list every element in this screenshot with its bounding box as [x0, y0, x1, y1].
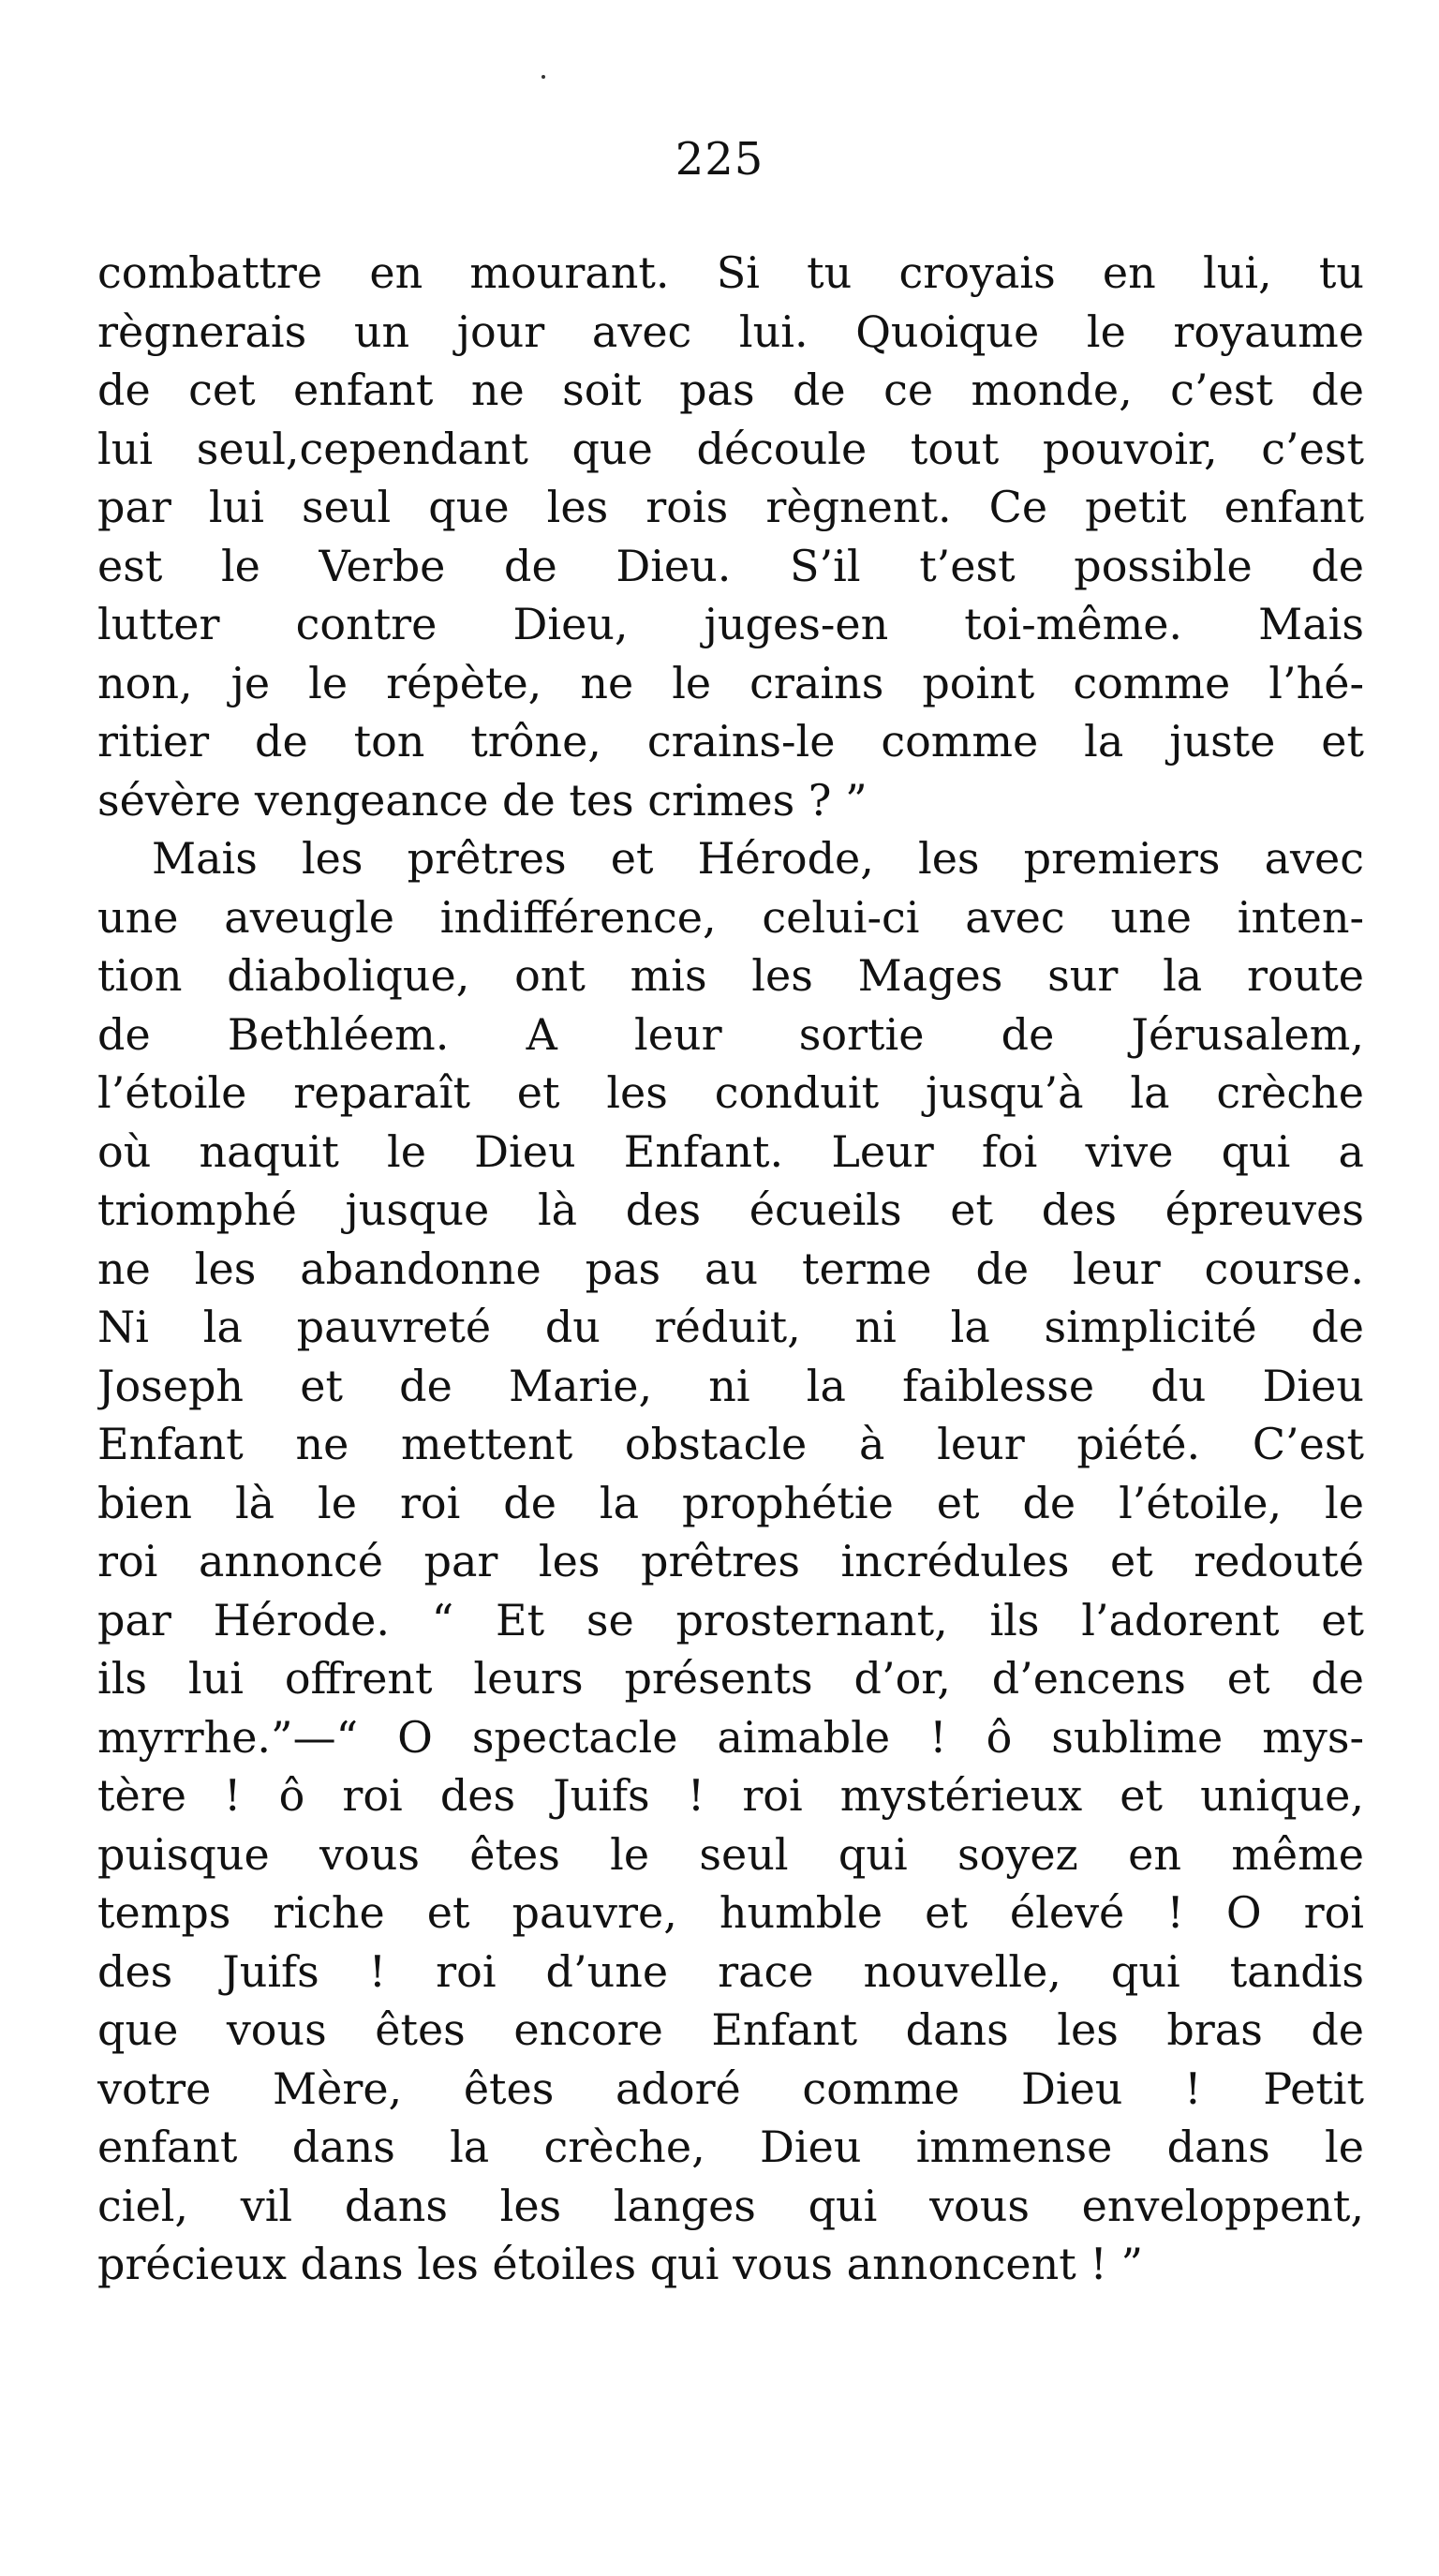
- text-line: règnerais un jour avec lui. Quoique le royaume: [97, 305, 1364, 357]
- text-line: ritier de ton trône, crains-le comme la juste et: [97, 716, 1364, 767]
- text-line: combattre en mourant. Si tu croyais en lui, tu: [97, 247, 1364, 298]
- text-line: de cet enfant ne soit pas de ce monde, c’est de: [97, 365, 1364, 415]
- text-line: où naquit le Dieu Enfant. Leur foi vive qui a: [97, 1125, 1364, 1177]
- text-line: puisque vous êtes le seul qui soyez en même: [97, 1828, 1364, 1880]
- text-line: sévère vengeance de tes crimes ? ”: [97, 774, 868, 826]
- text-line: par Hérode. “ Et se prosternant, ils l’adorent et: [97, 1594, 1364, 1645]
- text-line: de Bethléem. A leur sortie de Jérusalem,: [97, 1008, 1364, 1060]
- text-line: roi annoncé par les prêtres incrédules et redouté: [97, 1536, 1364, 1586]
- text-line: ils lui offrent leurs présents d’or, d’encens et de: [97, 1653, 1364, 1704]
- text-line: une aveugle indifférence, celui-ci avec une inten-: [97, 891, 1364, 943]
- text-line: votre Mère, êtes adoré comme Dieu ! Petit: [97, 2062, 1364, 2114]
- text-line: Ni la pauvreté du réduit, ni la simplicité de: [97, 1302, 1364, 1352]
- text-line: lutter contre Dieu, juges-en toi-même. Mais: [97, 599, 1364, 649]
- text-line: Enfant ne mettent obstacle à leur piété. C’est: [97, 1419, 1364, 1469]
- text-line: tère ! ô roi des Juifs ! roi mystérieux et unique,: [97, 1770, 1364, 1821]
- text-line: tion diabolique, ont mis les Mages sur la route: [97, 950, 1364, 1001]
- body-text: [97, 244, 1364, 2294]
- text-line: ne les abandonne pas au terme de leur course.: [97, 1243, 1364, 1294]
- text-line: des Juifs ! roi d’une race nouvelle, qui tandis: [97, 1945, 1364, 1997]
- text-line: l’étoile reparaît et les conduit jusqu’à la crèche: [97, 1067, 1364, 1118]
- text-line: triomphé jusque là des écueils et des épreuves: [97, 1184, 1364, 1235]
- text-line: non, je le répète, ne le crains point comme l’hé-: [97, 657, 1364, 708]
- ink-speck: [541, 75, 545, 79]
- page-number: 225: [675, 133, 764, 186]
- text-line: ciel, vil dans les langes qui vous enveloppent,: [97, 2180, 1364, 2231]
- text-line: lui seul,cependant que découle tout pouvoir, c’est: [97, 423, 1364, 474]
- text-line: bien là le roi de la prophétie et de l’étoile, le: [97, 1477, 1364, 1528]
- text-line: temps riche et pauvre, humble et élevé ! O roi: [97, 1887, 1364, 1938]
- text-line: que vous êtes encore Enfant dans les bras de: [97, 2004, 1364, 2055]
- text-line: myrrhe.”—“ O spectacle aimable ! ô sublime mys-: [97, 1711, 1364, 1763]
- paragraph-first-line: Mais les prêtres et Hérode, les premiers avec: [152, 833, 1364, 884]
- text-line: est le Verbe de Dieu. S’il t’est possible de: [97, 540, 1364, 591]
- text-line: par lui seul que les rois règnent. Ce petit enfant: [97, 482, 1364, 532]
- text-line: enfant dans la crèche, Dieu immense dans le: [97, 2122, 1364, 2172]
- text-line: Joseph et de Marie, ni la faiblesse du Dieu: [97, 1360, 1364, 1411]
- text-line: précieux dans les étoiles qui vous annoncent ! ”: [97, 2239, 1143, 2289]
